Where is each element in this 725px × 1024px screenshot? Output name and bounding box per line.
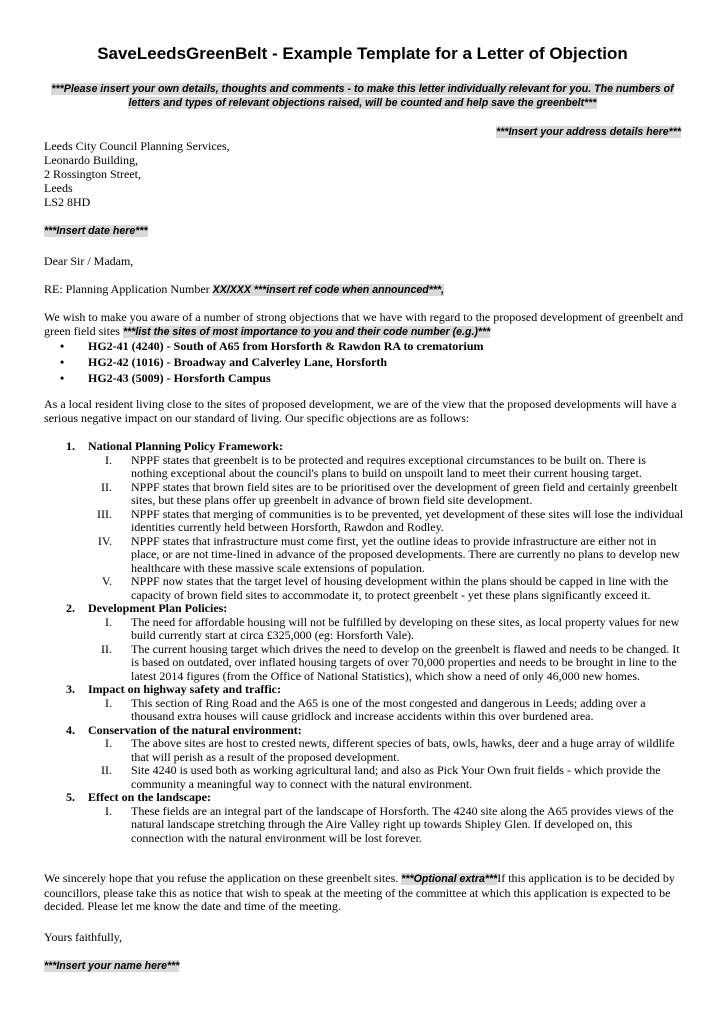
roman-numeral: II.: [101, 479, 112, 494]
objection-item: [44, 481, 684, 508]
objection-item: [44, 535, 684, 576]
bullet-icon: •: [60, 339, 65, 353]
objection-heading: [44, 440, 684, 454]
roman-numeral: I.: [105, 695, 112, 710]
re-hint: XX/XXX ***insert ref code when announced***,: [212, 284, 445, 296]
objection-title: Development Plan Policies:: [88, 601, 228, 615]
roman-numeral: I.: [105, 803, 112, 818]
objection-heading: [44, 724, 684, 738]
re-line: [44, 283, 444, 298]
objection-title: Impact on highway safety and traffic:: [88, 682, 281, 696]
bullet-icon: •: [60, 355, 65, 369]
objection-heading: [44, 683, 684, 697]
objection-item: [44, 764, 684, 791]
roman-numeral: II.: [101, 641, 112, 656]
context-paragraph: As a local resident living close to the sites of proposed development, we are of the view that the proposed developments will have a serious negative impact on our standard of living. Our specific objections are as follows:: [44, 397, 677, 425]
objection-item: [44, 454, 684, 481]
objection-title: Conservation of the natural environment:: [88, 722, 302, 737]
page-title: SaveLeedsGreenBelt - Example Template for a Letter of Objection: [97, 44, 628, 63]
objection-item: [44, 575, 684, 602]
objection-text: NPPF now states that the target level of housing development within the plans should be capped in line with the capacity of brown field sites to accommodate it, to protect greenbelt - yet these plans significantly exceed it.: [131, 574, 669, 602]
objection-heading: [44, 602, 684, 616]
site-list: [60, 340, 680, 388]
name-hint-text: ***Insert your name here***: [44, 960, 180, 972]
roman-numeral: I.: [105, 736, 112, 750]
bullet-icon: •: [60, 371, 65, 385]
objection-text: NPPF states that greenbelt is to be protected and requires exceptional circumstances to be built on. There is nothing exceptional about the council's plans to build on unspoilt land to meet their current housing target.: [131, 452, 646, 480]
recipient-line: 2 Rossington Street,: [44, 167, 142, 181]
closing-paragraph: [44, 872, 684, 914]
site-text: HG2-41 (4240) - South of A65 from Horsforth & Rawdon RA to crematorium: [88, 339, 484, 353]
objection-item: [44, 737, 684, 764]
objection-number: 4.: [66, 722, 75, 737]
objection-text: The need for affordable housing will not be fulfilled by developing on these sites, as local property values for new build currently start at circa £325,000 (eg: Horsforth Vale).: [131, 614, 680, 642]
objection-number: 1.: [66, 439, 75, 453]
objection-item: [44, 805, 684, 846]
list-item: [60, 340, 680, 356]
objection-text: The current housing target which drives the need to develop on the greenbelt is flawed and needs to be changed. It is based on outdated, over inflated housing targets of over 70,000 properties and needs to be brought in line to the latest 2014 figures (from the Office of National Statistics), which show a need of only 46,000 new homes.: [131, 641, 680, 683]
roman-numeral: V.: [101, 574, 112, 588]
intro-paragraph: [44, 311, 684, 339]
objection-text: Site 4240 is used both as working agricultural land; and also as Pick Your Own fruit fields - which provide the community a meaningful way to connect with the natural environment.: [131, 763, 661, 791]
objection-item: [44, 616, 684, 643]
intro-hint: ***list the sites of most importance to you and their code number (e.g.)***: [122, 325, 491, 338]
date-hint-text: ***Insert date here***: [44, 225, 148, 237]
closing-text: We sincerely hope that you refuse the application on these greenbelt sites.: [44, 871, 402, 885]
objections-list: [44, 440, 684, 845]
roman-numeral: II.: [101, 763, 112, 777]
signoff: Yours faithfully,: [44, 930, 123, 944]
objection-title: Effect on the landscape:: [88, 790, 211, 804]
closing-text-rest: If this application is to be decided by councillors, please take this as notice that wish to speak at the meeting of the committee at which this application is expected to be decided. Please let me know the date and time of the meeting.: [44, 871, 675, 913]
objection-text: NPPF states that merging of communities is to be prevented, yet development of these sites will lose the individual identities currently held between Horsforth, Rawdon and Rodley.: [131, 506, 684, 534]
roman-numeral: III.: [97, 506, 112, 521]
salutation: Dear Sir / Madam,: [44, 254, 134, 268]
recipient-line: Leonardo Building,: [44, 153, 138, 167]
objection-title: National Planning Policy Framework:: [88, 439, 283, 453]
objection-number: 2.: [66, 601, 75, 615]
objection-text: NPPF states that infrastructure must come first, yet the outline ideas to provide infrastructure are either not in place, or are not time-lined in advance of the proposed developments. There are currently no plans to develop new healthcare with these massive scale extensions of population.: [131, 533, 680, 575]
objection-text: The above sites are host to crested newts, different species of bats, owls, hawks, deer and a huge array of wildlife that will perish as a result of the proposed development.: [131, 736, 675, 764]
instruction-note: [40, 82, 685, 110]
recipient-line: Leeds: [44, 181, 73, 195]
site-text: HG2-42 (1016) - Broadway and Calverley Lane, Horsforth: [88, 355, 388, 369]
recipient-line: Leeds City Council Planning Services,: [44, 139, 230, 153]
objection-number: 5.: [66, 790, 75, 804]
roman-numeral: I.: [105, 614, 112, 629]
instruction-text: ***Please insert your own details, thoughts and comments - to make this letter individually relevant for you. The numbers of letters and types of relevant objections raised, will be counted and help save the greenbelt***: [51, 83, 674, 109]
intro-text: We wish to make you aware of a number of strong objections that we have with regard to the proposed development of greenbelt and green field sites: [44, 310, 684, 338]
list-item: [60, 356, 680, 372]
objection-text: These fields are an integral part of the landscape of Horsforth. The 4240 site along the A65 provides views of the natural landscape stretching through the Aire Valley right up towards Shipley Glen. If developed on, this connection with the natural environment will be lost forever.: [131, 803, 674, 845]
objection-text: NPPF states that brown field sites are to be prioritised over the development of green field and certainly greenbelt sites, but these plans offer up greenbelt in advance of brown field site development.: [131, 479, 678, 507]
objection-item: [44, 697, 684, 724]
roman-numeral: IV.: [97, 533, 112, 548]
site-text: HG2-43 (5009) - Horsforth Campus: [88, 371, 271, 385]
address-hint: [496, 126, 681, 138]
name-hint: [44, 960, 179, 972]
objection-item: [44, 643, 684, 684]
objection-item: [44, 508, 684, 535]
objection-heading: [44, 791, 684, 805]
recipient-line: LS2 8HD: [44, 195, 91, 209]
roman-numeral: I.: [105, 452, 112, 467]
optional-hint: ***Optional extra***: [401, 873, 498, 885]
date-hint: [44, 225, 148, 237]
re-prefix: RE: Planning Application Number: [44, 282, 213, 296]
objection-number: 3.: [66, 682, 75, 696]
recipient-address: [44, 140, 230, 210]
address-hint-text: ***Insert your address details here***: [496, 126, 681, 138]
list-item: [60, 372, 680, 388]
objection-text: This section of Ring Road and the A65 is one of the most congested and dangerous in Leeds; adding over a thousand extra houses will cause gridlock and increase accidents within this over burdened area.: [131, 695, 646, 723]
